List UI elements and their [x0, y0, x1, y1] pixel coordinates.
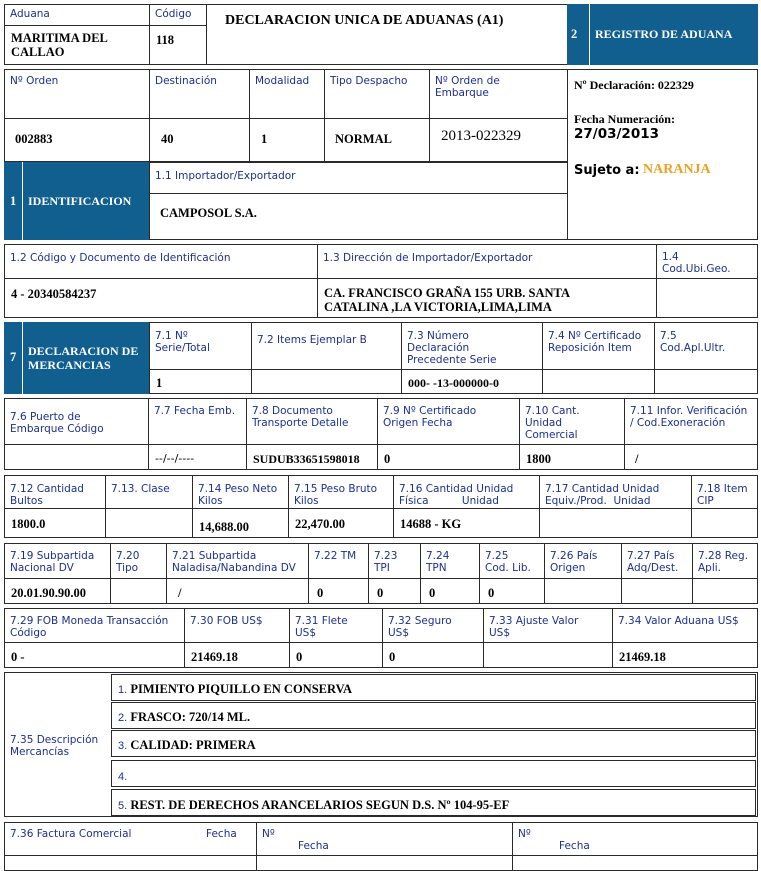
f7-34-label-cell — [612, 608, 758, 643]
f7-36-label-cell — [4, 822, 257, 856]
f7-19-value: 20.01.90.90.00 — [11, 586, 86, 600]
f7-1-value-cell — [149, 369, 252, 394]
f7-4-label-cell — [542, 322, 655, 370]
orden-embarque-label-cell — [429, 69, 568, 119]
title-cell — [206, 4, 568, 65]
f7-3-label-cell — [401, 322, 543, 370]
section-1-header — [4, 162, 150, 240]
section-1-title: IDENTIFICACION — [28, 194, 132, 208]
f7-33-label: 7.33 Ajuste Valor US$ — [489, 615, 579, 639]
f7-31-value-cell — [289, 642, 383, 668]
f7-11-value: / — [635, 452, 639, 466]
f7-32-value-cell — [382, 642, 484, 668]
modalidad-value-cell — [249, 118, 325, 162]
f7-8-label: 7.8 Documento Transporte Detalle — [252, 405, 349, 429]
f7-28-label-cell — [692, 543, 758, 579]
f7-35-label: 7.35 Descripción Mercancías — [10, 734, 99, 758]
codigo-value: 118 — [156, 33, 175, 47]
f7-3-label: 7.3 Número Declaración Precedente Serie — [407, 330, 497, 366]
f7-33-label-cell — [483, 608, 613, 643]
f7-1-label: 7.1 Nº Serie/Total — [155, 330, 210, 354]
f7-17-value — [540, 515, 552, 519]
f7-9-value-cell — [377, 444, 520, 470]
f7-2-value — [252, 374, 264, 378]
f7-36-cell-3 — [512, 822, 758, 856]
sujeto-value: NARANJA — [643, 162, 711, 177]
f7-25-value-cell — [479, 578, 545, 604]
f7-23-value-cell — [368, 578, 421, 604]
fecha-numeracion-label: Fecha Numeración: — [574, 112, 675, 126]
f7-26-label-cell — [544, 543, 622, 579]
tipo-despacho-value: NORMAL — [335, 132, 392, 146]
destinacion-label-cell — [149, 69, 250, 119]
f7-13-value-cell — [105, 508, 193, 538]
modalidad-value: 1 — [261, 132, 268, 146]
f7-6-value-cell — [4, 444, 149, 470]
f7-7-value: --/--/---- — [155, 452, 195, 465]
destinacion-label: Destinación — [155, 75, 217, 87]
f7-36-fecha-2: Fecha — [298, 840, 329, 852]
tipo-despacho-label: Tipo Despacho — [330, 75, 408, 87]
f7-22-value: 0 — [317, 586, 324, 600]
f7-14-label-cell — [192, 475, 289, 509]
f7-31-label-cell — [289, 608, 383, 643]
direccion-value: CA. FRANCISCO GRAÑA 155 URB. SANTA CATALINA ,LA VICTORIA,LIMA,LIMA — [324, 286, 570, 314]
f7-30-value-cell — [184, 642, 290, 668]
f7-27-value-cell — [621, 578, 693, 604]
f7-21-value-cell — [166, 578, 309, 604]
descripcion-line-3 — [111, 730, 756, 757]
f7-14-value-cell — [192, 508, 289, 538]
codigo-label: Código — [155, 8, 192, 20]
f7-5-value — [655, 374, 667, 378]
section-7-header — [4, 322, 150, 394]
descripcion-text-3: CALIDAD: PRIMERA — [130, 738, 256, 752]
f7-3-value: 000- -13-000000-0 — [408, 376, 499, 390]
section-2-header — [567, 4, 758, 65]
f7-34-value-cell — [612, 642, 758, 668]
f7-1-label-cell — [149, 322, 252, 370]
f7-20-value — [111, 584, 123, 588]
descripcion-text-1: PIMIENTO PIQUILLO EN CONSERVA — [130, 682, 353, 696]
f7-4-value — [543, 374, 555, 378]
descripcion-text-2: FRASCO: 720/14 ML. — [130, 710, 251, 724]
f7-8-value-cell — [246, 444, 378, 470]
f7-30-value: 21469.18 — [191, 650, 238, 664]
f7-15-label-cell — [288, 475, 394, 509]
declaracion-number: Nº Declaración: 022329 — [574, 78, 694, 92]
codigo-value-cell — [149, 25, 207, 65]
f7-10-value: 1800 — [526, 452, 551, 466]
f7-2-label-cell — [251, 322, 402, 370]
f7-28-label: 7.28 Reg. Apli. — [698, 550, 749, 574]
f7-16-value-cell — [393, 508, 540, 538]
f7-11-label: 7.11 Infor. Verificación / Cod.Exoneración — [630, 405, 748, 429]
f7-33-value — [484, 648, 496, 652]
f7-23-label: 7.23 TPI — [374, 550, 398, 574]
f7-8-label-cell — [246, 398, 378, 445]
f7-27-label-cell — [621, 543, 693, 579]
ubigeo-label: 1.4 Cod.Ubi.Geo. — [662, 251, 731, 275]
f7-12-value: 1800.0 — [11, 517, 46, 531]
f7-17-label-cell — [539, 475, 692, 509]
descripcion-num-5: 5. — [118, 800, 128, 812]
aduana-value-cell — [4, 25, 150, 65]
f7-19-label-cell — [4, 543, 111, 579]
f7-16-label: 7.16 Cantidad Unidad Física Unidad — [399, 483, 517, 507]
f7-31-value: 0 — [296, 650, 303, 664]
f7-24-label-cell — [420, 543, 480, 579]
f7-17-value-cell — [539, 508, 692, 538]
f7-10-label: 7.10 Cant. Unidad Comercial — [525, 405, 580, 441]
ubigeo-value — [657, 284, 669, 288]
f7-18-value-cell — [691, 508, 758, 538]
f7-3-value-cell — [401, 369, 543, 394]
f7-29-value: 0 - — [11, 650, 25, 664]
f7-32-label-cell — [382, 608, 484, 643]
orden-label: Nº Orden — [10, 75, 59, 87]
f7-10-label-cell — [519, 398, 625, 445]
section-2-title: REGISTRO DE ADUANA — [595, 27, 733, 41]
f7-22-value-cell — [308, 578, 369, 604]
tipo-despacho-value-cell — [324, 118, 430, 162]
f7-1-value: 1 — [156, 376, 163, 390]
descripcion-num-4: 4. — [118, 771, 128, 783]
f7-13-value — [106, 515, 118, 519]
f7-22-label: 7.22 TM — [314, 550, 357, 562]
f7-21-value: / — [178, 586, 182, 600]
f7-18-label: 7.18 Item CIP — [697, 483, 748, 507]
f7-26-value-cell — [544, 578, 622, 604]
codigo-label-cell — [149, 4, 207, 26]
f7-9-label-cell — [377, 398, 520, 445]
f7-36-label: 7.36 Factura Comercial — [10, 828, 132, 840]
descripcion-text-5: REST. DE DERECHOS ARANCELARIOS SEGUN D.S. Nº 104-95-EF — [130, 798, 510, 812]
f7-23-value: 0 — [377, 586, 384, 600]
descripcion-num-1: 1. — [118, 684, 128, 696]
f7-4-value-cell — [542, 369, 655, 394]
f7-11-value-cell — [624, 444, 758, 470]
f7-4-label: 7.4 Nº Certificado Reposición Item — [548, 330, 642, 354]
f7-33-value-cell — [483, 642, 613, 668]
f7-27-value — [622, 584, 634, 588]
f7-18-value — [692, 515, 704, 519]
f7-18-label-cell — [691, 475, 758, 509]
section-2-number: 2 — [571, 27, 578, 41]
f7-13-label-cell — [105, 475, 193, 509]
orden-embarque-label: Nº Orden de Embarque — [435, 75, 500, 99]
orden-value-cell — [4, 118, 150, 162]
f7-26-label: 7.26 País Origen — [550, 550, 598, 574]
codigo-doc-value: 4 - 20340584237 — [11, 287, 97, 301]
f7-13-label: 7.13. Clase — [111, 483, 170, 495]
modalidad-label: Modalidad — [255, 75, 310, 87]
f7-24-value: 0 — [429, 586, 436, 600]
f7-8-value: SUDUB33651598018 — [253, 452, 360, 466]
f7-16-value: 14688 - KG — [400, 517, 462, 531]
f7-2-value-cell — [251, 369, 402, 394]
orden-label-cell — [4, 69, 150, 119]
f7-34-value: 21469.18 — [619, 650, 666, 664]
ubigeo-value-cell — [656, 278, 758, 318]
descripcion-num-3: 3. — [118, 740, 128, 752]
f7-20-label: 7.20 Tipo — [116, 550, 140, 574]
descripcion-line-2 — [111, 702, 756, 729]
f7-34-label: 7.34 Valor Aduana US$ — [618, 615, 739, 627]
f7-12-value-cell — [4, 508, 106, 538]
orden-value: 002883 — [15, 132, 53, 146]
f7-15-value-cell — [288, 508, 394, 538]
f7-12-label: 7.12 Cantidad Bultos — [10, 483, 84, 507]
f7-15-value: 22,470.00 — [295, 517, 345, 531]
f7-16-label-cell — [393, 475, 540, 509]
f7-29-label-cell — [4, 608, 185, 643]
importador-value: CAMPOSOL S.A. — [160, 206, 257, 220]
importador-value-cell — [149, 193, 568, 240]
section-7-title: DECLARACION DE MERCANCIAS — [28, 344, 139, 372]
destinacion-value: 40 — [161, 132, 174, 146]
f7-10-value-cell — [519, 444, 625, 470]
direccion-label: 1.3 Dirección de Importador/Exportador — [323, 252, 533, 264]
f7-21-label-cell — [166, 543, 309, 579]
aduana-label: Aduana — [10, 8, 50, 20]
codigo-doc-value-cell — [4, 278, 318, 318]
descripcion-num-2: 2. — [118, 712, 128, 724]
ubigeo-label-cell — [656, 244, 758, 279]
tipo-despacho-label-cell — [324, 69, 430, 119]
f7-21-label: 7.21 Subpartida Naladisa/Nabandina DV — [172, 550, 296, 574]
f7-24-value-cell — [420, 578, 480, 604]
f7-12-label-cell — [4, 475, 106, 509]
f7-25-label-cell — [479, 543, 545, 579]
f7-26-value — [545, 584, 557, 588]
f7-36-fecha-3: Fecha — [559, 840, 590, 852]
f7-28-value-cell — [692, 578, 758, 604]
descripcion-line-1 — [111, 674, 756, 701]
f7-36-fecha: Fecha — [206, 828, 237, 840]
f7-24-label: 7.24 TPN — [426, 550, 450, 574]
f7-25-label: 7.25 Cod. Lib. — [485, 550, 531, 574]
f7-20-value-cell — [110, 578, 167, 604]
descripcion-line-5 — [111, 789, 756, 816]
f7-15-label: 7.15 Peso Bruto Kilos — [294, 483, 378, 507]
direccion-value-cell — [317, 278, 657, 318]
f7-20-label-cell — [110, 543, 167, 579]
section-1-number: 1 — [10, 194, 17, 208]
f7-36-cell-2 — [256, 822, 513, 856]
section-7-number: 7 — [10, 350, 17, 364]
f7-5-value-cell — [654, 369, 758, 394]
codigo-doc-label-cell — [4, 244, 318, 279]
aduana-value: MARITIMA DEL CALLAO — [11, 31, 108, 59]
f7-11-label-cell — [624, 398, 758, 445]
f7-7-label-cell — [148, 398, 247, 445]
sujeto-label: Sujeto a: — [574, 163, 640, 178]
f7-6-label-cell — [4, 398, 149, 445]
f7-27-label: 7.27 País Adq/Dest. — [627, 550, 679, 574]
f7-6-value — [5, 450, 17, 454]
destinacion-value-cell — [149, 118, 250, 162]
f7-32-label: 7.32 Seguro US$ — [388, 615, 452, 639]
orden-embarque-value: 2013-022329 — [441, 128, 521, 144]
codigo-doc-label: 1.2 Código y Documento de Identificación — [10, 252, 231, 264]
importador-label: 1.1 Importador/Exportador — [155, 170, 296, 182]
orden-embarque-value-cell — [429, 118, 568, 162]
f7-29-label: 7.29 FOB Moneda Transacción Código — [10, 615, 169, 639]
f7-36-no-3: Nº — [518, 828, 531, 840]
aduana-label-cell — [4, 4, 150, 26]
f7-2-label: 7.2 Items Ejemplar B — [257, 334, 367, 346]
f7-7-label: 7.7 Fecha Emb. — [154, 405, 236, 417]
page-title: DECLARACION UNICA DE ADUANAS (A1) — [225, 13, 504, 28]
f7-14-value: 14,688.00 — [199, 520, 249, 534]
fecha-numeracion-value: 27/03/2013 — [574, 126, 660, 142]
registro-panel — [567, 69, 758, 240]
importador-label-cell — [149, 162, 568, 194]
f7-19-label: 7.19 Subpartida Nacional DV — [10, 550, 95, 574]
f7-7-value-cell — [148, 444, 247, 470]
f7-25-value: 0 — [488, 586, 495, 600]
f7-14-label: 7.14 Peso Neto Kilos — [198, 483, 278, 507]
descripcion-line-4 — [111, 760, 756, 787]
f7-5-label-cell — [654, 322, 758, 370]
f7-32-value: 0 — [389, 650, 396, 664]
f7-28-value — [693, 584, 705, 588]
f7-30-label-cell — [184, 608, 290, 643]
f7-9-label: 7.9 Nº Certificado Origen Fecha — [383, 405, 477, 429]
modalidad-label-cell — [249, 69, 325, 119]
direccion-label-cell — [317, 244, 657, 279]
f7-31-label: 7.31 Flete US$ — [295, 615, 348, 639]
f7-17-label: 7.17 Cantidad Unidad Equiv./Prod. Unidad — [545, 483, 663, 507]
f7-36-no-2: Nº — [262, 828, 275, 840]
f7-29-value-cell — [4, 642, 185, 668]
f7-30-label: 7.30 FOB US$ — [190, 615, 263, 627]
f7-9-value: 0 — [384, 452, 391, 466]
f7-5-label: 7.5 Cod.Apl.Ultr. — [660, 330, 726, 354]
f7-23-label-cell — [368, 543, 421, 579]
f7-22-label-cell — [308, 543, 369, 579]
f7-19-value-cell — [4, 578, 111, 604]
f7-6-label: 7.6 Puerto de Embarque Código — [10, 411, 104, 435]
